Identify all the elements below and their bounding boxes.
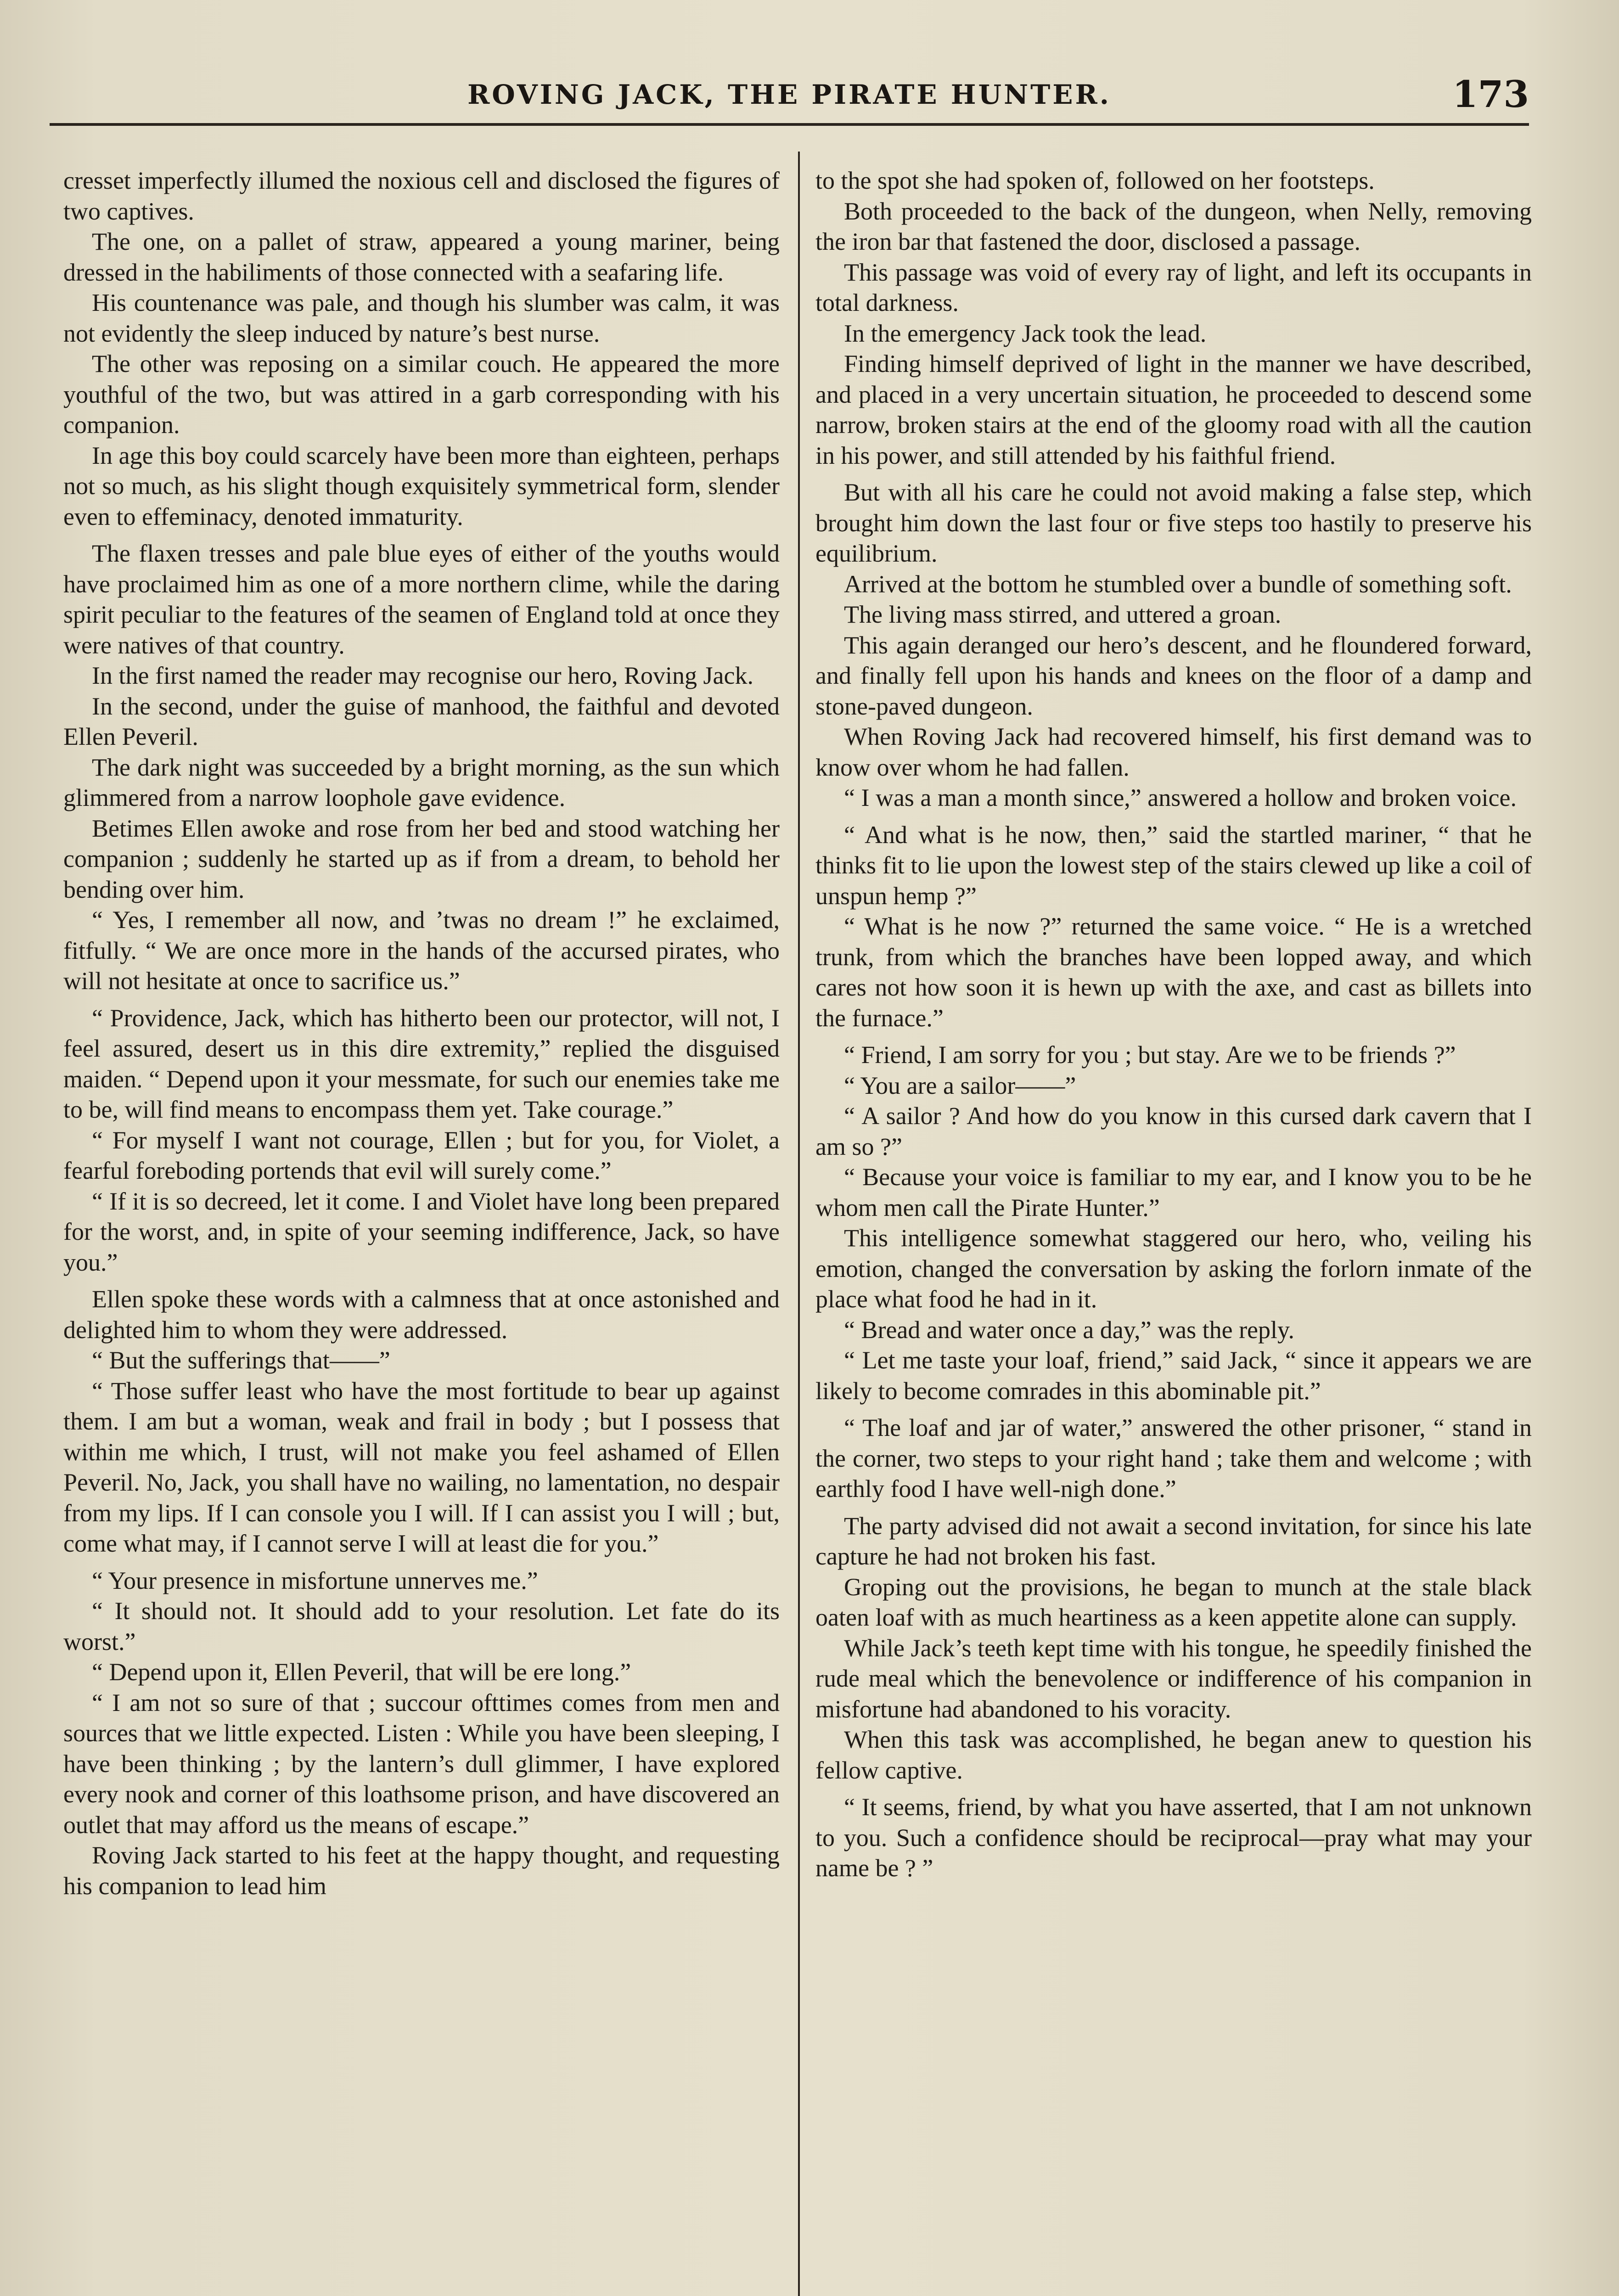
paragraph: In the first named the reader may recognise our hero, Roving Jack. <box>92 662 753 689</box>
paragraph: cresset imperfectly illumed the noxious cell and disclosed the figures of two captives. <box>63 167 780 225</box>
paragraph: Groping out the provisions, he began to munch at the stale black oaten loaf with as much heartiness as a keen appetite alone can supply. <box>815 1573 1532 1631</box>
paragraph: “ It seems, friend, by what you have asserted, that I am not unknown to you. Such a confidence should be reciprocal—pray what may your name be ? ” <box>815 1793 1532 1882</box>
paragraph: In the second, under the guise of manhood, the faithful and devoted Ellen Peveril. <box>63 692 780 750</box>
paragraph: In the emergency Jack took the lead. <box>844 319 1207 347</box>
paragraph: The dark night was succeeded by a bright morning, as the sun which glimmered from a narrow loophole gave evidence. <box>63 753 780 811</box>
right-column <box>815 165 1532 1884</box>
paragraph: This passage was void of every ray of light, and left its occupants in total darkness. <box>815 258 1532 316</box>
paragraph: “ For myself I want not courage, Ellen ; but for you, for Violet, a fearful foreboding portends that evil will surely come.” <box>63 1126 780 1184</box>
paragraph: The other was reposing on a similar couch. He appeared the more youthful of the two, but was attired in a garb corresponding with his companion. <box>63 350 780 439</box>
column-divider <box>798 152 800 2296</box>
paragraph: Both proceeded to the back of the dungeon, when Nelly, removing the iron bar that fastened the door, disclosed a passage. <box>815 197 1532 255</box>
paragraph: When this task was accomplished, he began anew to question his fellow captive. <box>815 1726 1532 1784</box>
paragraph: “ Those suffer least who have the most fortitude to bear up against them. I am but a woman, weak and frail in body ; but I possess that within me which, I trust, will not make you feel ashamed of Ellen Peveril. No, Jack, you shall have no wailing, no lamentation, no despair from my lips. If I can console you I will. If I can assist you I will ; but, come what may, if I cannot serve I will at least die for you.” <box>63 1377 780 1557</box>
running-title: ROVING JACK, THE PIRATE HUNTER. <box>467 79 1111 110</box>
paragraph: Roving Jack started to his feet at the happy thought, and requesting his companion to lead him <box>63 1841 780 1900</box>
paragraph: “ I am not so sure of that ; succour ofttimes comes from men and sources that we little expected. Listen : While you have been sleeping, I have been thinking ; by the lantern’s dull glimmer, I have explored every nook and corner of this loathsome prison, and have discovered an outlet that may afford us the means of escape.” <box>63 1688 780 1839</box>
paragraph: The living mass stirred, and uttered a groan. <box>844 601 1282 628</box>
paragraph: His countenance was pale, and though his slumber was calm, it was not evidently the sleep induced by nature’s best nurse. <box>63 289 780 347</box>
paragraph: “ It should not. It should add to your resolution. Let fate do its worst.” <box>63 1597 780 1655</box>
paragraph: The one, on a pallet of straw, appeared a young mariner, being dressed in the habiliments of those connected with a seafaring life. <box>63 228 780 286</box>
paragraph: The party advised did not await a second invitation, for since his late capture he had not broken his fast. <box>815 1512 1532 1570</box>
paragraph: “ Your presence in misfortune unnerves me.” <box>92 1566 538 1594</box>
paragraph: This again deranged our hero’s descent, and he floundered forward, and finally fell upon his hands and knees on the floor of a damp and stone-paved dungeon. <box>815 631 1532 720</box>
left-column <box>63 165 780 1901</box>
paragraph: Finding himself deprived of light in the manner we have described, and placed in a very uncertain situation, he proceeded to descend some narrow, broken stairs at the end of the gloomy road with all the caution in his power, and still attended by his faithful friend. <box>815 350 1532 469</box>
paragraph: The flaxen tresses and pale blue eyes of either of the youths would have proclaimed him as one of a more northern clime, while the daring spirit peculiar to the features of the seamen of England told at once they were natives of that country. <box>63 540 780 659</box>
paragraph: “ But the sufferings that——” <box>92 1346 390 1374</box>
paragraph: While Jack’s teeth kept time with his tongue, he speedily finished the rude meal which the benevolence or indifference of his companion in misfortune had abandoned to his voracity. <box>815 1634 1532 1723</box>
paragraph: When Roving Jack had recovered himself, his first demand was to know over whom he had fallen. <box>815 723 1532 781</box>
header-rule <box>50 123 1529 126</box>
paragraph: “ You are a sailor——” <box>844 1071 1076 1099</box>
paragraph: This intelligence somewhat staggered our hero, who, veiling his emotion, changed the conversation by asking the forlorn inmate of the place what food he had in it. <box>815 1224 1532 1313</box>
paragraph: “ If it is so decreed, let it come. I and Violet have long been prepared for the worst, and, in spite of your seeming indifference, Jack, so have you.” <box>63 1187 780 1276</box>
paragraph: “ What is he now ?” returned the same voice. “ He is a wretched trunk, from which the branches have been lopped away, and which cares not how soon it is hewn up with the axe, and cast as billets into the furnace.” <box>815 912 1532 1032</box>
paragraph: “ Bread and water once a day,” was the reply. <box>844 1316 1295 1344</box>
paragraph: “ Because your voice is familiar to my ear, and I know you to be he whom men call the Pirate Hunter.” <box>815 1163 1532 1221</box>
paragraph: “ A sailor ? And how do you know in this cursed dark cavern that I am so ?” <box>815 1102 1532 1160</box>
running-header <box>50 69 1529 129</box>
page-number: 173 <box>1452 73 1529 116</box>
paragraph: “ Friend, I am sorry for you ; but stay. Are we to be friends ?” <box>844 1041 1456 1069</box>
paragraph: to the spot she had spoken of, followed on her footsteps. <box>815 167 1375 194</box>
paragraph: Ellen spoke these words with a calmness that at once astonished and delighted him to whom they were addressed. <box>63 1285 780 1344</box>
paragraph: “ Providence, Jack, which has hitherto been our protector, will not, I feel assured, desert us in this dire extremity,” replied the disguised maiden. “ Depend upon it your messmate, for such our enemies take me to be, will find means to encompass them yet. Take courage.” <box>63 1004 780 1123</box>
paragraph: “ Depend upon it, Ellen Peveril, that will be ere long.” <box>92 1658 631 1686</box>
paragraph: “ Yes, I remember all now, and ’twas no dream !” he exclaimed, fitfully. “ We are once more in the hands of the accursed pirates, who will not hesitate at once to sacrifice us.” <box>63 906 780 995</box>
paragraph: Betimes Ellen awoke and rose from her bed and stood watching her companion ; suddenly he started up as if from a dream, to behold her bending over him. <box>63 814 780 903</box>
paragraph: Arrived at the bottom he stumbled over a bundle of something soft. <box>844 570 1512 598</box>
paragraph: In age this boy could scarcely have been more than eighteen, perhaps not so much, as his slight though exquisitely symmetrical form, slender even to effeminacy, denoted immaturity. <box>63 441 780 530</box>
paragraph: “ The loaf and jar of water,” answered the other prisoner, “ stand in the corner, two steps to your right hand ; take them and welcome ; with earthly food I have well-nigh done.” <box>815 1414 1532 1503</box>
paragraph: “ Let me taste your loaf, friend,” said Jack, “ since it appears we are likely to become comrades in this abominable pit.” <box>815 1346 1532 1405</box>
paragraph: “ And what is he now, then,” said the startled mariner, “ that he thinks fit to lie upon the lowest step of the stairs clewed up like a coil of unspun hemp ?” <box>815 821 1532 910</box>
paragraph: But with all his care he could not avoid making a false step, which brought him down the last four or five steps too hastily to preserve his equilibrium. <box>815 478 1532 567</box>
paragraph: “ I was a man a month since,” answered a hollow and broken voice. <box>844 784 1517 811</box>
